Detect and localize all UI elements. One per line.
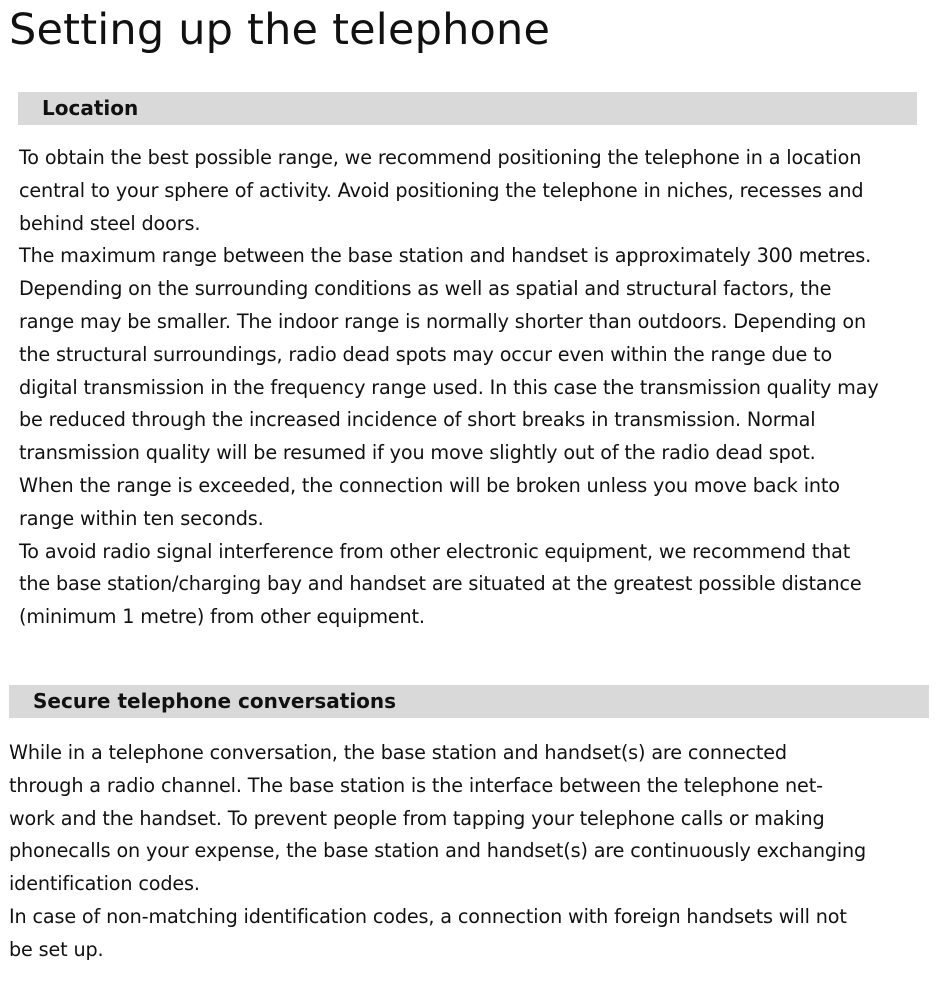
text-line: identification codes. [9,872,200,896]
text-line: the structural surroundings, radio dead spots may occur even within the range due to [19,342,833,366]
text-line: digital transmission in the frequency range used. In this case the transmission quality may [19,375,879,399]
location-paragraph [19,142,879,634]
text-line: behind steel doors. [19,211,201,235]
text-line: To obtain the best possible range, we recommend positioning the telephone in a location [19,146,862,169]
text-line: be reduced through the increased incidence of short breaks in transmission. Normal [19,408,816,432]
text-line: transmission quality will be resumed if you move slightly out of the radio dead spot. [19,441,816,465]
text-line: through a radio channel. The base station is the interface between the telephone net- [9,773,823,797]
text-line: Depending on the surrounding conditions as well as spatial and structural factors, the [19,277,832,301]
text-line: In case of non-matching identification codes, a connection with foreign handsets will not [9,904,847,928]
text-line: (minimum 1 metre) from other equipment. [19,605,425,629]
text-line: To avoid radio signal interference from other electronic equipment, we recommend that [19,539,851,563]
text-line: phonecalls on your expense, the base station and handset(s) are continuously exchanging [9,839,867,863]
section-heading-secure-conversations: Secure telephone conversations [9,685,929,718]
section-heading-location: Location [18,92,917,125]
text-line: central to your sphere of activity. Avoid positioning the telephone in niches, recesses and [19,178,864,202]
text-line: range within ten seconds. [19,506,264,530]
text-line: While in a telephone conversation, the base station and handset(s) are connected [9,741,787,764]
text-line: range may be smaller. The indoor range is normally shorter than outdoors. Depending on [19,309,867,333]
text-line: work and the handset. To prevent people from tapping your telephone calls or making [9,806,825,830]
secure-conversations-paragraph [9,737,866,967]
text-line: the base station/charging bay and handset are situated at the greatest possible distance [19,572,862,596]
text-line: When the range is exceeded, the connection will be broken unless you move back into [19,473,840,497]
text-line: The maximum range between the base station and handset is approximately 300 metres. [19,244,872,268]
text-line: be set up. [9,937,104,961]
page-title: Setting up the telephone [9,5,551,55]
